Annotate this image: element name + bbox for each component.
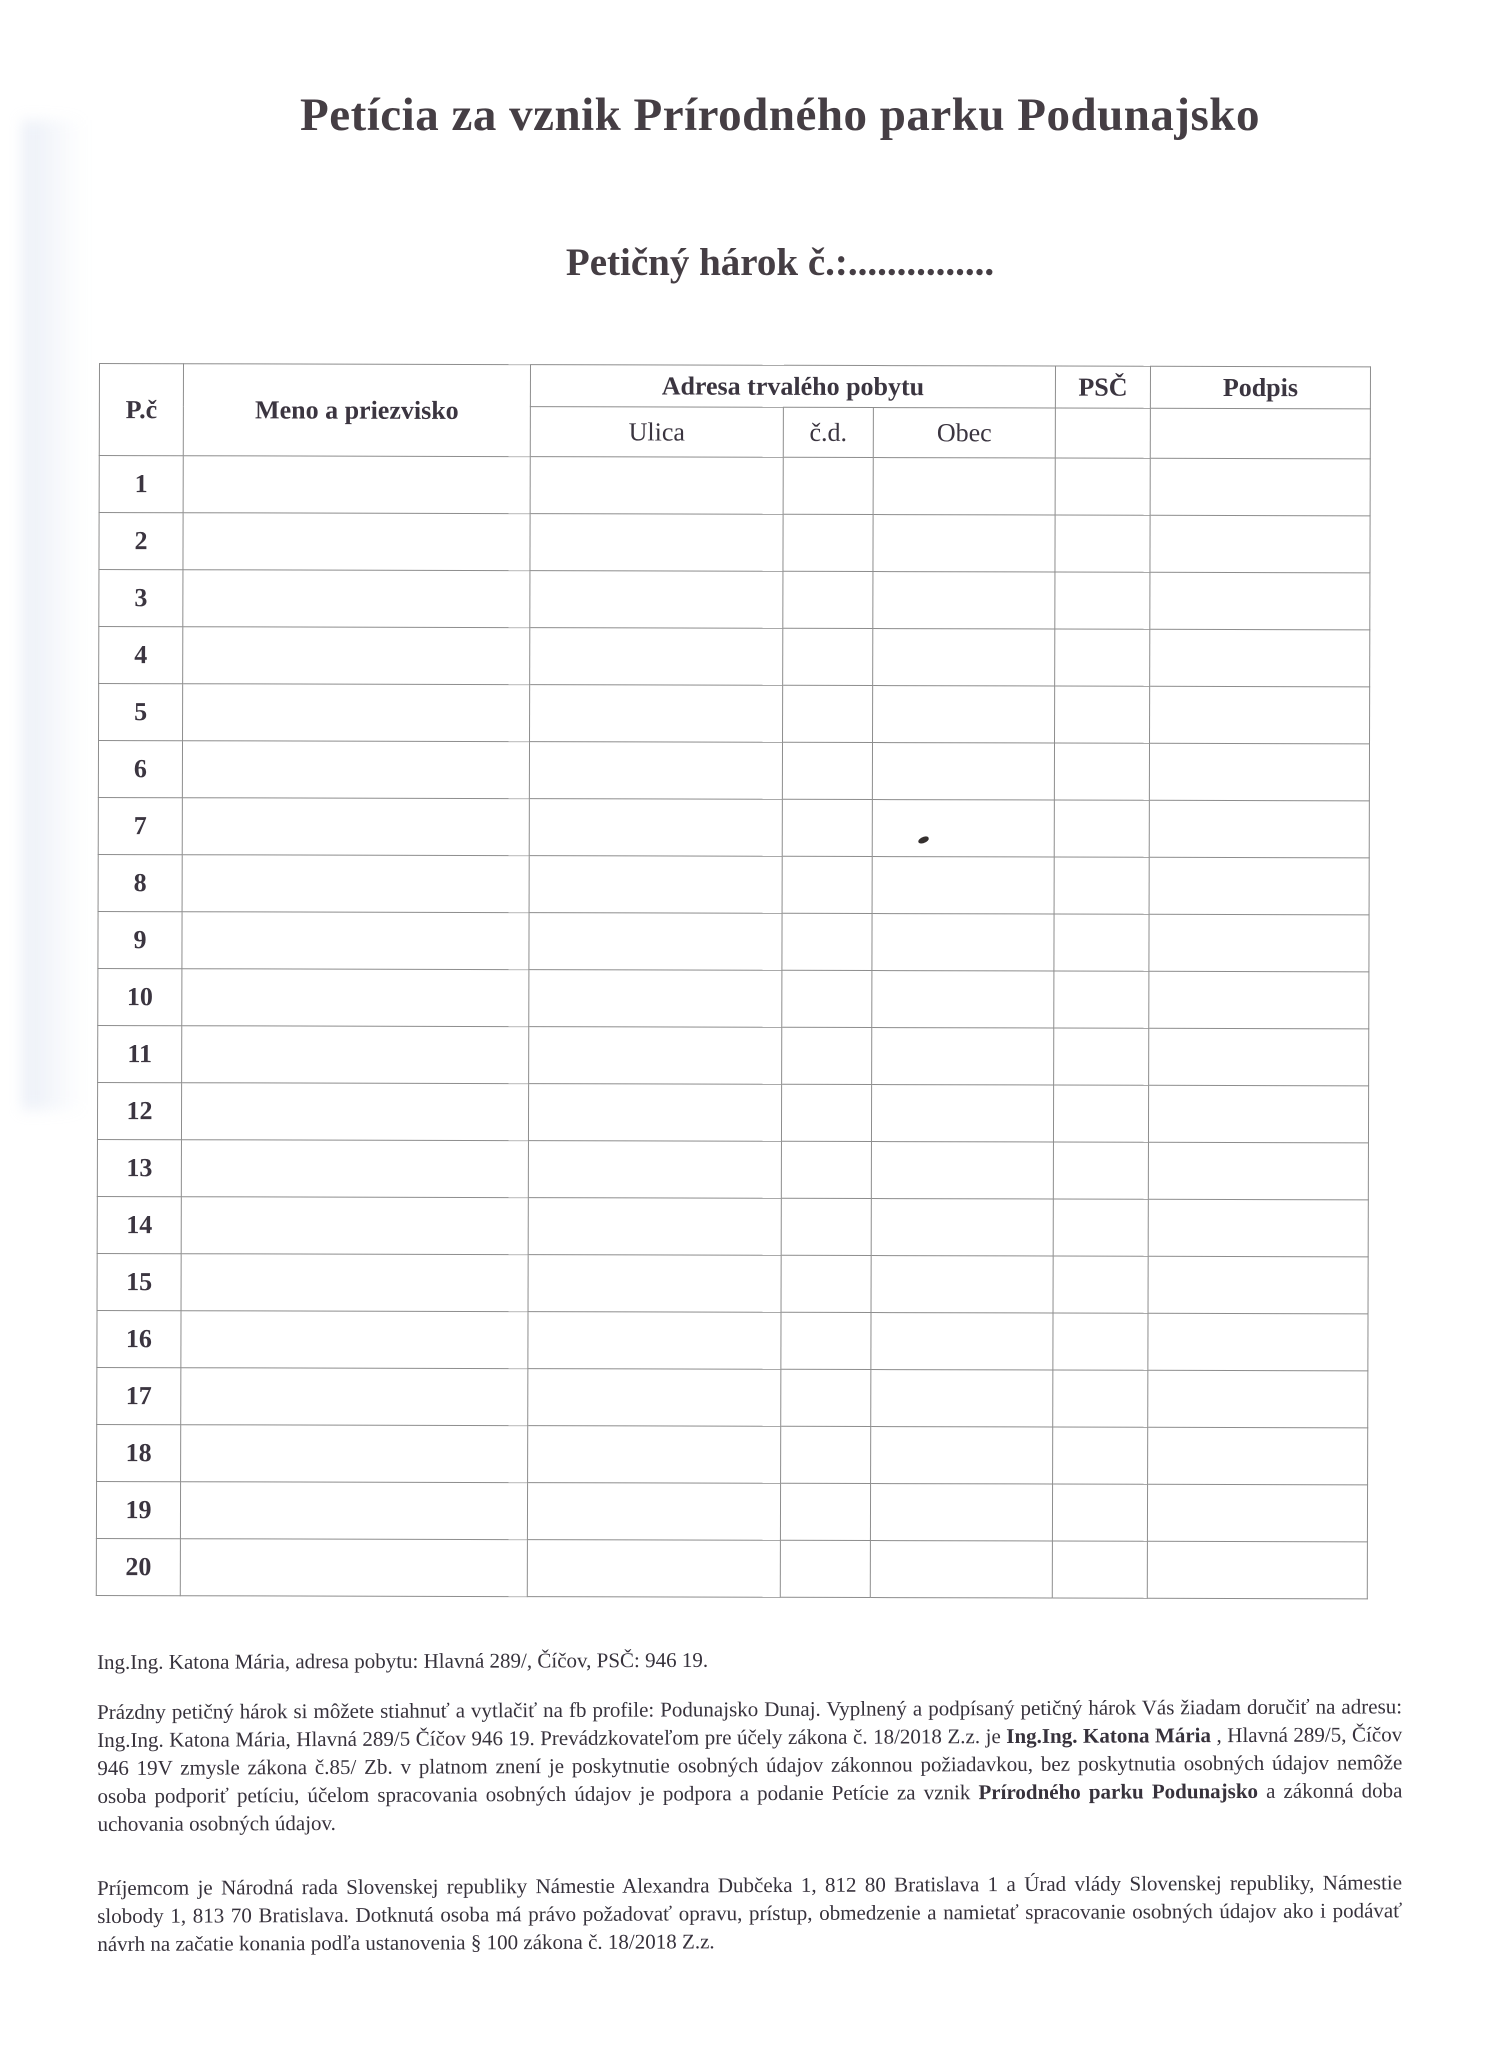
signature-cell [1149, 743, 1369, 801]
row-number-cell: 18 [97, 1424, 181, 1481]
street-cell [530, 571, 783, 629]
house-no-cell [783, 628, 873, 685]
name-cell [181, 1140, 528, 1198]
table-row [97, 1082, 1368, 1142]
row-number-cell: 19 [96, 1481, 180, 1538]
col-header-address-group: Adresa trvalého pobytu [530, 365, 1055, 408]
house-no-cell [780, 1540, 870, 1597]
table-row [97, 1196, 1368, 1256]
row-number-cell: 1 [99, 456, 183, 513]
street-cell [530, 685, 783, 743]
street-cell [529, 856, 782, 914]
zip-cell [1053, 1142, 1148, 1199]
row-number-cell: 20 [96, 1538, 180, 1595]
zip-cell [1055, 458, 1150, 515]
street-cell [530, 457, 783, 515]
row-number-cell: 17 [97, 1367, 181, 1424]
row-number-cell: 10 [98, 968, 182, 1025]
village-cell [872, 743, 1054, 800]
village-cell [871, 1313, 1053, 1370]
signature-cell [1150, 572, 1370, 630]
name-cell [180, 1539, 527, 1597]
street-cell [528, 1426, 781, 1484]
name-cell [183, 627, 530, 685]
row-number-cell: 3 [99, 570, 183, 627]
name-cell [182, 855, 529, 913]
table-row [97, 1367, 1368, 1427]
street-cell [529, 1027, 782, 1085]
zip-cell [1054, 971, 1149, 1028]
table-row [97, 1139, 1368, 1199]
name-cell [181, 1425, 528, 1483]
col-header-zip: PSČ [1055, 366, 1150, 408]
table-row [98, 968, 1369, 1028]
village-cell [871, 1427, 1053, 1484]
street-cell [529, 799, 782, 857]
name-cell [181, 1254, 528, 1312]
signature-table [96, 363, 1371, 1599]
house-no-cell [781, 1198, 871, 1255]
row-number-cell: 8 [98, 854, 182, 911]
signature-cell [1148, 1370, 1368, 1428]
street-cell [527, 1540, 780, 1598]
village-cell [871, 1199, 1053, 1256]
zip-cell [1054, 743, 1149, 800]
row-number-cell: 15 [97, 1253, 181, 1310]
organizer-contact-line: Ing.Ing. Katona Mária, adresa pobytu: Hlavná 289/, Číčov, PSČ: 946 19. [97, 1647, 709, 1674]
zip-cell [1054, 1028, 1149, 1085]
signature-table-wrapper [96, 363, 1371, 1599]
header-empty-under-signature [1150, 408, 1370, 459]
col-header-village: Obec [873, 408, 1055, 458]
street-cell [529, 742, 782, 800]
zip-cell [1054, 800, 1149, 857]
table-row [98, 1025, 1369, 1085]
village-cell [870, 1541, 1052, 1598]
table-row [97, 1253, 1368, 1313]
zip-cell [1053, 1427, 1148, 1484]
zip-cell [1054, 914, 1149, 971]
row-number-cell: 7 [98, 797, 182, 854]
village-cell [871, 1370, 1053, 1427]
text-segment: Prázdny petičný hárok si môžete stiahnuť a vytlačiť na fb profile: Podunajsko Dunaj. Vyplnený a podpísaný petičný hárok Vás žiadam doručiť na adresu: Ing.Ing. Katona Mária, Hlavná 289/5 Číčov 946 19. Prevádzkovateľom pre účely zákona č. 18/2018 Z.z. je [97, 1694, 1403, 1752]
legal-paragraph-1 [97, 1692, 1403, 1838]
house-no-cell [781, 1084, 871, 1141]
row-number-cell: 13 [97, 1139, 181, 1196]
bold-text-segment: Ing.Ing. Katona Mária [1006, 1723, 1212, 1749]
scan-edge-streak [22, 120, 84, 1110]
house-no-cell [782, 799, 872, 856]
table-row [97, 1310, 1368, 1370]
zip-cell [1055, 686, 1150, 743]
row-number-cell: 6 [98, 741, 182, 798]
table-row [99, 456, 1370, 516]
signature-cell [1149, 914, 1369, 972]
village-cell [873, 686, 1055, 743]
table-row [99, 513, 1370, 573]
table-row [98, 911, 1369, 971]
house-no-cell [782, 1027, 872, 1084]
name-cell [182, 741, 529, 799]
street-cell [528, 1312, 781, 1370]
row-number-cell: 11 [98, 1025, 182, 1082]
col-header-house-no: č.d. [783, 407, 873, 457]
zip-cell [1052, 1541, 1147, 1598]
street-cell [529, 970, 782, 1028]
house-no-cell [781, 1255, 871, 1312]
signature-cell [1149, 971, 1369, 1029]
house-no-cell [782, 742, 872, 799]
village-cell [873, 629, 1055, 686]
zip-cell [1053, 1313, 1148, 1370]
name-cell [182, 798, 529, 856]
zip-cell [1053, 1085, 1148, 1142]
village-cell [871, 1142, 1053, 1199]
table-row [97, 1424, 1368, 1484]
col-header-street: Ulica [530, 407, 783, 458]
village-cell [873, 515, 1055, 572]
col-header-pc: P.č [99, 364, 183, 456]
signature-cell [1147, 1541, 1367, 1599]
row-number-cell: 9 [98, 911, 182, 968]
street-cell [528, 1255, 781, 1313]
house-no-cell [783, 571, 873, 628]
name-cell [183, 684, 530, 742]
sheet-number-label: Petičný hárok č.:............... [565, 241, 995, 284]
house-no-cell [782, 856, 872, 913]
row-number-cell: 2 [99, 513, 183, 570]
signature-cell [1148, 1085, 1368, 1143]
street-cell [528, 1084, 781, 1142]
house-no-cell [781, 1426, 871, 1483]
legal-paragraph-2: Príjemcom je Národná rada Slovenskej republiky Námestie Alexandra Dubčeka 1, 812 80 Bratislava 1 a Úrad vlády Slovenskej republiky, Námestie slobody 1, 813 70 Bratislava. Dotknutá osoba má právo požadovať opravu, prístup, obmedzenie a namietať spracovanie osobných údajov ako i podávať návrh na začatie konania podľa ustanovenia § 100 zákona č. 18/2018 Z.z. [97, 1870, 1403, 1956]
name-cell [181, 1311, 528, 1369]
street-cell [527, 1483, 780, 1541]
header-empty-under-zip [1055, 408, 1150, 458]
table-row [99, 627, 1370, 687]
name-cell [181, 1083, 528, 1141]
table-row [96, 1538, 1367, 1598]
zip-cell [1055, 572, 1150, 629]
signature-cell [1148, 1142, 1368, 1200]
house-no-cell [780, 1483, 870, 1540]
col-header-signature: Podpis [1150, 366, 1370, 409]
zip-cell [1054, 857, 1149, 914]
name-cell [181, 1197, 528, 1255]
street-cell [528, 1369, 781, 1427]
page-title: Petícia za vznik Prírodného parku Podunajsko [300, 89, 1260, 141]
name-cell [180, 1482, 527, 1540]
row-number-cell: 5 [99, 684, 183, 741]
text-segment: , Hlavná 289/5, Číčov 946 19V zmysle zákona č.85/ Zb. v platnom znení je poskytnutie osobných údajov zákonnou požiadavkou, bez poskytnutia osobných údajov nemôže osoba podporiť petíciu, účelom spracovania osobných údajov je podpora a podanie Petície za vznik [97, 1722, 1403, 1808]
row-number-cell: 14 [97, 1196, 181, 1253]
house-no-cell [781, 1141, 871, 1198]
zip-cell [1053, 1256, 1148, 1313]
header-row-top [99, 364, 1370, 409]
street-cell [529, 913, 782, 971]
signature-cell [1150, 458, 1370, 516]
signature-cell [1149, 857, 1369, 915]
signature-cell [1150, 686, 1370, 744]
village-cell [871, 1085, 1053, 1142]
village-cell [873, 458, 1055, 515]
signature-cell [1150, 629, 1370, 687]
name-cell [182, 969, 529, 1027]
table-row [98, 741, 1369, 801]
row-number-cell: 16 [97, 1310, 181, 1367]
village-cell [872, 914, 1054, 971]
village-cell [872, 800, 1054, 857]
house-no-cell [783, 685, 873, 742]
table-row [99, 684, 1370, 744]
signature-cell [1149, 1028, 1369, 1086]
name-cell [183, 456, 530, 514]
street-cell [528, 1141, 781, 1199]
signature-cell [1148, 1199, 1368, 1257]
zip-cell [1055, 629, 1150, 686]
name-cell [183, 570, 530, 628]
bold-text-segment: Prírodného parku Podunajsko [978, 1778, 1259, 1805]
table-row [96, 1481, 1367, 1541]
street-cell [530, 628, 783, 686]
house-no-cell [783, 457, 873, 514]
house-no-cell [783, 514, 873, 571]
col-header-name: Meno a priezvisko [183, 364, 530, 457]
name-cell [181, 1368, 528, 1426]
house-no-cell [782, 970, 872, 1027]
name-cell [183, 513, 530, 571]
street-cell [528, 1198, 781, 1256]
house-no-cell [781, 1312, 871, 1369]
village-cell [871, 1256, 1053, 1313]
name-cell [182, 1026, 529, 1084]
zip-cell [1055, 515, 1150, 572]
signature-cell [1148, 1427, 1368, 1485]
village-cell [872, 857, 1054, 914]
village-cell [873, 572, 1055, 629]
row-number-cell: 4 [99, 627, 183, 684]
signature-cell [1148, 1256, 1368, 1314]
street-cell [530, 514, 783, 572]
zip-cell [1053, 1199, 1148, 1256]
table-row [98, 854, 1369, 914]
name-cell [182, 912, 529, 970]
village-cell [872, 971, 1054, 1028]
table-row [98, 797, 1369, 857]
signature-cell [1150, 515, 1370, 573]
village-cell [870, 1484, 1052, 1541]
row-number-cell: 12 [97, 1082, 181, 1139]
text-segment: a zákonná doba uchovania osobných údajov. [97, 1778, 1403, 1836]
table-row [99, 570, 1370, 630]
signature-table-body [96, 456, 1370, 1599]
signature-cell [1147, 1484, 1367, 1542]
village-cell [872, 1028, 1054, 1085]
house-no-cell [782, 913, 872, 970]
signature-cell [1148, 1313, 1368, 1371]
zip-cell [1052, 1484, 1147, 1541]
house-no-cell [781, 1369, 871, 1426]
signature-cell [1149, 800, 1369, 858]
zip-cell [1053, 1370, 1148, 1427]
